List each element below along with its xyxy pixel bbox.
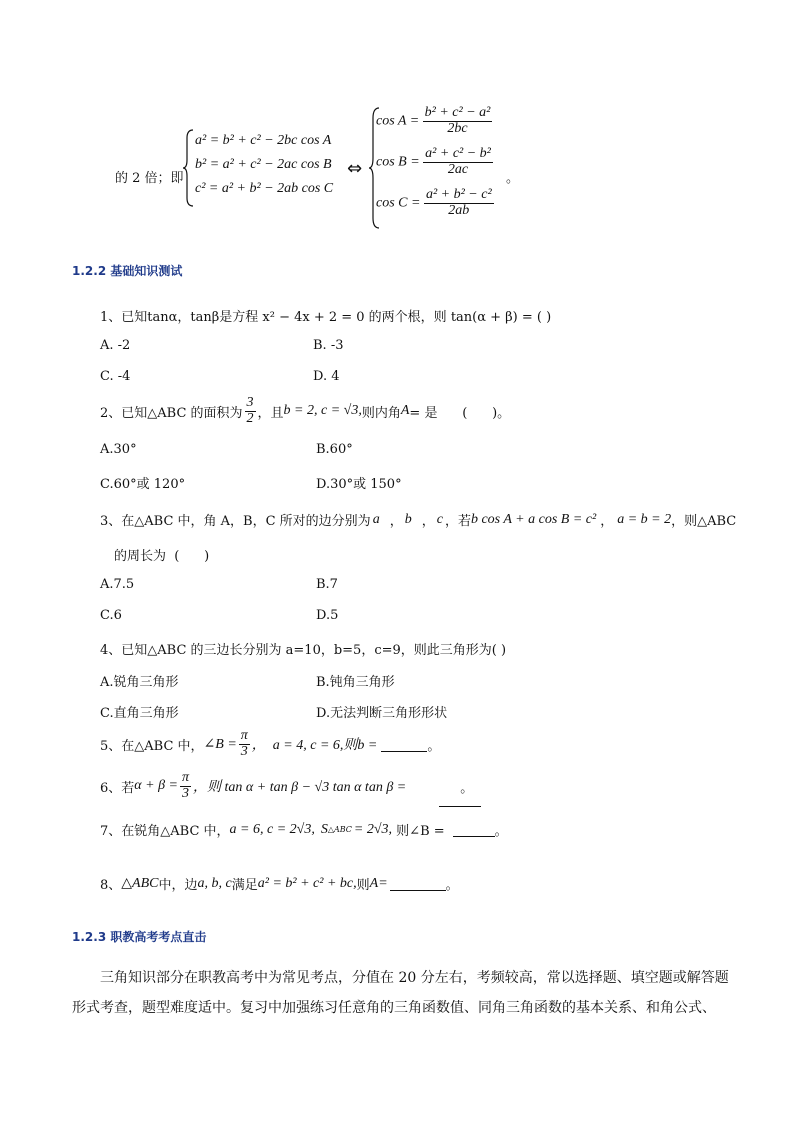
iff-symbol: ⇔	[347, 158, 363, 179]
question-2-option-d: D.30°或 150°	[316, 477, 402, 492]
question-8-text-3: 则	[356, 878, 370, 893]
law-of-cosines-line-1: a² = b² + c² − 2bc cos A	[195, 133, 332, 148]
law-of-cosines-line-2: b² = a² + c² − 2ac cos B	[195, 157, 332, 172]
left-brace-icon	[183, 128, 195, 208]
question-1-stem: 1、已知tanα，tanβ是方程 x² − 4x + 2 = 0 的两个根，则 tan(α + β) = ( )	[100, 310, 552, 325]
question-3-option-a: A.7.5	[100, 577, 135, 592]
cos-a-formula	[376, 106, 492, 136]
question-2-post: 则内角	[361, 405, 401, 421]
question-8-triangle: △ABC	[121, 876, 159, 891]
question-6-frac-num: π	[182, 769, 190, 785]
question-3-if: ，若	[444, 514, 471, 529]
question-3-condition: b cos A + a cos B = c²	[470, 511, 597, 527]
question-7-pre: 7、在锐角△ABC 中，	[100, 824, 230, 839]
question-8-stem	[100, 874, 459, 893]
question-7-area-rhs: = 2√3,	[353, 821, 393, 837]
question-4-stem: 4、已知△ABC 的三边长分别为 a=10，b=5，c=9，则此三角形为( )	[100, 643, 507, 658]
question-2-frac-num: 3	[246, 394, 254, 410]
question-2-stem	[100, 394, 510, 428]
question-1-option-c: C. -4	[100, 369, 131, 384]
question-7-area-sub: △ABC	[327, 825, 352, 834]
question-7-answer-blank[interactable]	[453, 822, 495, 837]
question-3-side-c: c	[436, 511, 443, 527]
question-2-mid: ，且	[257, 405, 284, 421]
question-2-option-b: B.60°	[316, 442, 353, 457]
question-2-option-c: C.60°或 120°	[100, 477, 186, 492]
question-8-text-1: 中，边	[158, 878, 198, 893]
formula-end-mark: 。	[506, 171, 520, 186]
section-heading-exam-points: 1.2.3 职教高考考点直击	[72, 930, 207, 944]
question-4-option-b: B.钝角三角形	[316, 675, 395, 690]
question-5-end: 。	[427, 738, 441, 754]
question-6-sum: α + β =	[134, 778, 178, 793]
cos-c-numerator: a² + b² − c²	[425, 187, 492, 202]
question-3-side-b: b	[404, 511, 412, 527]
question-8-text-2: 满足	[231, 878, 258, 893]
question-3-stem: 3、在△ABC 中，角 A，B，C 所对的边分别为 a ， b ， c ，若 b cos A + a cos B = c² ， a = b = 2 ，则△ABC	[100, 511, 737, 529]
question-7-stem	[100, 820, 508, 839]
question-5-post: 则b =	[343, 738, 378, 753]
question-2-condition: b = 2, c = √3,	[283, 403, 362, 418]
question-1-option-a: A. -2	[100, 338, 131, 353]
question-7-end: 。	[494, 824, 508, 839]
question-4-option-d: D.无法判断三角形形状	[316, 706, 448, 721]
question-3-line-2: 的周长为 ( )	[114, 549, 210, 564]
question-8-var: A	[369, 875, 379, 891]
question-6-stem	[100, 768, 473, 804]
question-8-text-4: =	[378, 875, 388, 891]
question-7-post: 则∠B =	[392, 824, 445, 839]
cos-b-formula	[376, 147, 493, 177]
paragraph-line-2: 形式考查，题型难度适中。复习中加强练习任意角的三角函数值、同角三角函数的基本关系、和角公式、	[72, 1000, 716, 1016]
question-5-angle: ∠B =	[203, 736, 237, 752]
question-1-option-d: D. 4	[313, 369, 340, 384]
question-6-answer-blank[interactable]	[439, 796, 481, 807]
question-2-frac-den: 2	[246, 410, 254, 426]
cos-c-denominator: 2ab	[448, 202, 470, 218]
question-2-option-a: A.30°	[100, 442, 137, 457]
cos-a-numerator: b² + c² − a²	[424, 105, 491, 120]
cos-c-lhs: cos C =	[376, 195, 421, 211]
question-5-answer-blank[interactable]	[381, 737, 427, 752]
cos-c-formula	[376, 188, 494, 218]
law-of-cosines-line-3: c² = a² + b² − 2ab cos C	[195, 181, 334, 196]
question-5-frac-den: 3	[240, 743, 248, 759]
question-6-end: 。	[460, 780, 474, 796]
question-6-pre: 6、若	[100, 780, 135, 796]
question-3-post: ，则△ABC	[671, 514, 737, 529]
question-4-option-a: A.锐角三角形	[100, 675, 179, 690]
question-1-option-b: B. -3	[313, 338, 344, 353]
question-5-stem	[100, 727, 440, 761]
question-6-frac-den: 3	[182, 785, 189, 801]
question-3-side-a: a	[372, 511, 380, 527]
cos-a-lhs: cos A =	[376, 113, 420, 129]
question-2-tail: = 是 ( )。	[409, 405, 511, 421]
question-8-vars: a, b, c	[197, 875, 232, 891]
question-7-area-s: S	[320, 821, 328, 837]
question-7-condition: a = 6, c = 2√3,	[229, 821, 315, 837]
question-8-answer-blank[interactable]	[390, 876, 446, 891]
question-3-option-c: C.6	[100, 608, 122, 623]
question-5-frac-num: π	[240, 727, 248, 743]
section-heading-basic-test: 1.2.2 基础知识测试	[72, 264, 183, 278]
question-3-pre: 3、在△ABC 中，角 A，B，C 所对的边分别为	[100, 514, 371, 529]
formula-intro: 的 2 倍；即	[115, 171, 184, 186]
paragraph-line-1: 三角知识部分在职教高考中为常见考点，分值在 20 分左右，考频较高，常以选择题、填空题或解答题	[100, 970, 729, 986]
question-3-option-b: B.7	[316, 577, 338, 592]
question-8-pre: 8、	[100, 878, 122, 893]
question-3-condition-2: a = b = 2	[617, 511, 672, 527]
cos-a-denominator: 2bc	[447, 120, 468, 136]
question-5-pre: 5、在△ABC 中，	[100, 738, 204, 754]
cos-b-numerator: a² + c² − b²	[425, 146, 491, 161]
question-8-end: 。	[445, 878, 459, 893]
question-2-var: A	[400, 403, 410, 418]
cos-b-lhs: cos B =	[376, 154, 420, 170]
question-2-pre: 2、已知△ABC 的面积为	[100, 405, 243, 421]
cos-b-denominator: 2ac	[447, 161, 469, 177]
question-5-condition: ， a = 4, c = 6,	[251, 738, 344, 753]
question-3-option-d: D.5	[316, 608, 339, 623]
question-8-equation: a² = b² + c² + bc,	[257, 875, 357, 891]
question-4-option-c: C.直角三角形	[100, 706, 179, 721]
question-6-post: ，则 tan α + tan β − √3 tan α tan β =	[193, 780, 407, 795]
